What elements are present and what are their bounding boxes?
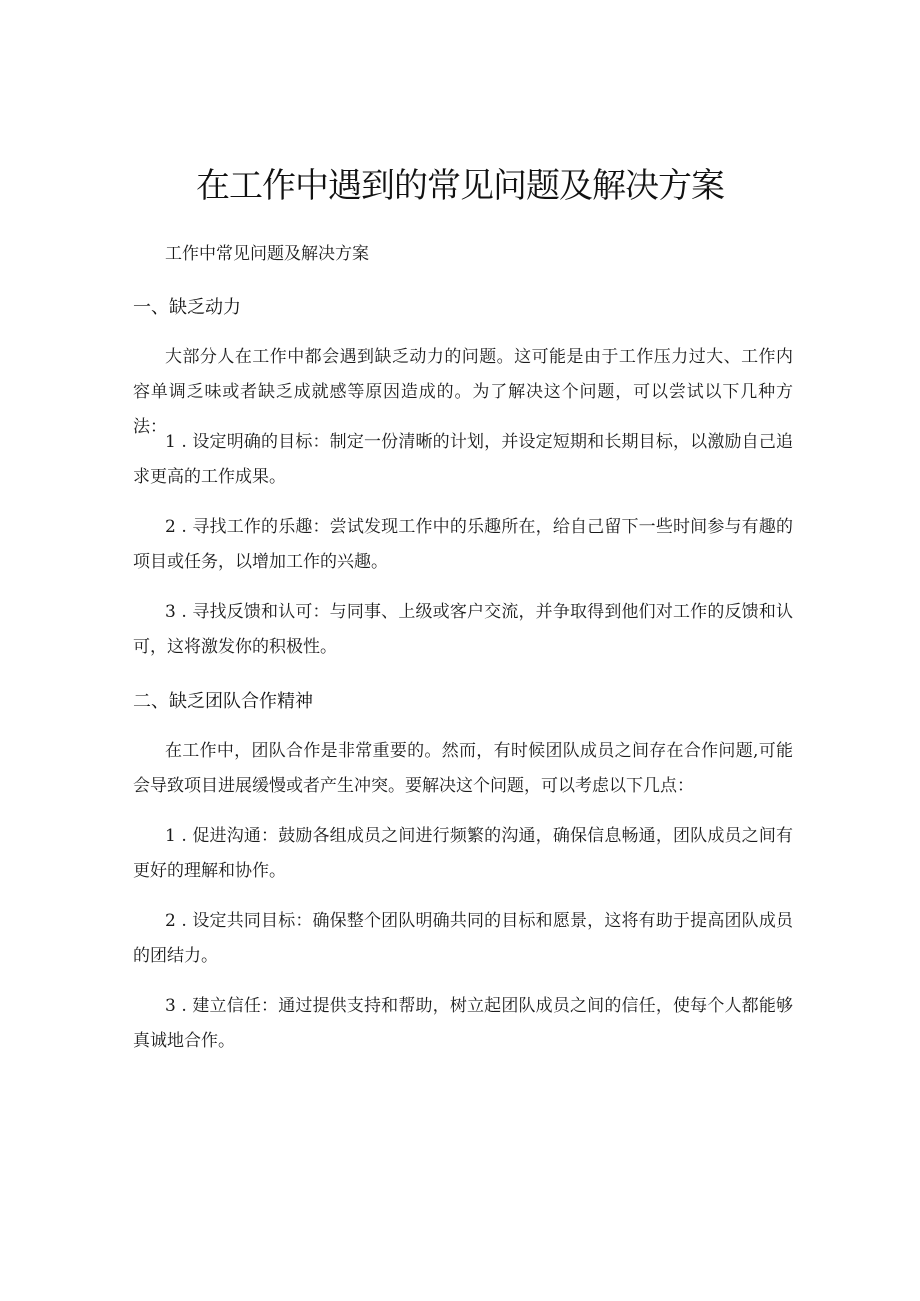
section-heading-lack-of-teamwork: 二、缺乏团队合作精神 bbox=[133, 691, 313, 712]
document-subtitle: 工作中常见问题及解决方案 bbox=[165, 244, 369, 264]
section-1-item-2: 2 . 寻找工作的乐趣：尝试发现工作中的乐趣所在，给自己留下一些时间参与有趣的项目或任务，以增加工作的兴趣。 bbox=[133, 517, 793, 572]
section-1-intro-paragraph: 大部分人在工作中都会遇到缺乏动力的问题。这可能是由于工作压力过大、工作内容单调乏味或者缺乏成就感等原因造成的。为了解决这个问题，可以尝试以下几种方法： bbox=[133, 347, 793, 437]
section-2-item-2: 2 . 设定共同目标：确保整个团队明确共同的目标和愿景，这将有助于提高团队成员的团结力。 bbox=[133, 911, 793, 966]
section-2-item-1: 1 . 促进沟通：鼓励各组成员之间进行频繁的沟通，确保信息畅通，团队成员之间有更好的理解和协作。 bbox=[133, 826, 793, 881]
section-heading-lack-of-motivation: 一、缺乏动力 bbox=[133, 297, 241, 318]
section-1-item-3: 3 . 寻找反馈和认可：与同事、上级或客户交流，并争取得到他们对工作的反馈和认可，这将激发你的积极性。 bbox=[133, 602, 793, 657]
document-title: 在工作中遇到的常见问题及解决方案 bbox=[196, 166, 724, 206]
section-2-intro-paragraph: 在工作中，团队合作是非常重要的。然而，有时候团队成员之间存在合作问题,可能会导致项目进展缓慢或者产生冲突。要解决这个问题，可以考虑以下几点： bbox=[133, 741, 793, 796]
section-2-item-3: 3 . 建立信任：通过提供支持和帮助，树立起团队成员之间的信任，使每个人都能够真诚地合作。 bbox=[133, 996, 793, 1051]
section-1-item-1: 1 . 设定明确的目标：制定一份清晰的计划，并设定短期和长期目标，以激励自己追求更高的工作成果。 bbox=[133, 432, 793, 487]
